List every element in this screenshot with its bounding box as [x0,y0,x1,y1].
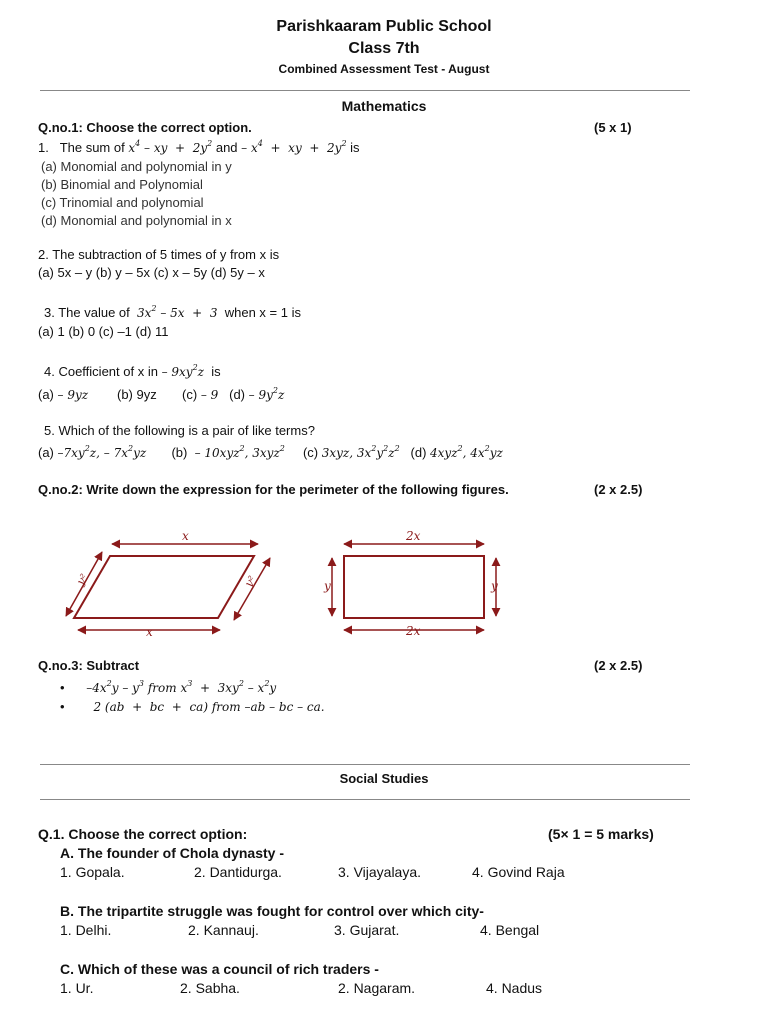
math-q1-item4-options: (a) – 9yz (b) 9yz (c) – 9 $(d) - 9y^2z$ [38,386,285,402]
social-q1-marks: (5× 1 = 5 marks) [548,826,654,842]
divider [40,799,690,800]
social-q1-B-option: 1. Delhi. [60,922,112,938]
social-q1-B-option: 4. Bengal [480,922,540,938]
social-q1-A-option: 2. Dantidurga. [194,864,282,880]
social-q1-B-option: 2. Kannauj. [188,922,259,938]
test-title: Combined Assessment Test - August [278,62,490,76]
math-q3-marks: (2 x 2.5) [594,658,643,673]
label-y2-right: y² [242,573,259,590]
social-q1-C-stem: C. Which of these was a council of rich traders - [60,961,379,977]
math-q2-marks: (2 x 2.5) [594,482,643,497]
social-section-title: Social Studies [339,771,429,786]
divider [40,764,690,765]
social-q1-A-option: 3. Vijayalaya. [338,864,422,880]
math-q1-title: Q.no.1: Choose the correct option. [38,120,252,135]
math-q3-bullet-1: • $-4x^2y - y^3$ from $x^3 + 3xy^2 - x^2y$ [60,679,277,695]
perimeter-figures [38,500,528,655]
math-q2-title: Q.no.2: Write down the expression for the perimeter of the following figures. [38,482,509,497]
social-q1-B-option: 3. Gujarat. [334,922,400,938]
math-q3-bullet-2: • 2 (ab + bc + ca) from –ab – bc – ca. [60,699,325,714]
social-q1-C-option: 4. Nadus [486,980,543,996]
parallelogram-figure [66,544,270,630]
math-q1-item3-stem: 3. The value of $3x^2 - 5x + 3$ when x = 1 is [44,304,301,320]
social-q1-title: Q.1. Choose the correct option: [38,826,248,842]
social-q1-B-stem: B. The tripartite struggle was fought for control over which city- [60,903,484,919]
label-x-bottom: x [146,625,153,639]
social-q1-A-stem: A. The founder of Chola dynasty - [60,845,285,861]
class-title: Class 7th [348,40,420,57]
math-q1-item1-stem: 1. The sum of $x^4$ – xy + $2y^2$ and – $x^4$ + xy + $2y^2$ is [38,139,360,155]
label-y-right: y [491,579,498,593]
math-q1-marks: (5 x 1) [594,120,632,135]
divider [40,90,690,91]
math-q1-item1-option: (c) Trinomial and polynomial [41,195,204,210]
math-q1-item1-option: (b) Binomial and Polynomial [41,177,203,192]
social-q1-A-option: 1. Gopala. [60,864,125,880]
label-y2-left: y² [74,571,91,588]
math-q1-item1-option: (a) Monomial and polynomial in y [41,159,232,174]
math-q1-item3-options: (a) 1 (b) 0 (c) –1 (d) 11 [38,324,169,339]
math-q1-item2-options: (a) 5x – y (b) y – 5x (c) x – 5y (d) 5y – x [38,265,265,280]
math-q1-item1-option: (d) Monomial and polynomial in x [41,213,232,228]
social-q1-C-option: 2. Nagaram. [338,980,416,996]
label-x-top: x [182,529,189,543]
social-q1-A-option: 4. Govind Raja [472,864,565,880]
math-q1-item2-stem: 2. The subtraction of 5 times of y from x is [38,247,280,262]
label-y-left: y [324,579,331,593]
rectangle-figure [332,544,496,630]
label-2x-top: 2x [406,529,421,543]
math-section-title: Mathematics [341,98,427,114]
math-q1-item5-options: (a) $-7xy^2z$, – $7x^2yz$ (b) – 10xyz$^2$, 3xyz$^2$ (c) 3xyz, $3x^2y^2z^2$ (d) 4xyz$^2$, $4x^2yz$ [38,444,503,460]
label-2x-bottom: 2x [406,624,421,638]
social-q1-C-option: 1. Ur. [60,980,94,996]
social-q1-C-option: 2. Sabha. [180,980,240,996]
math-q1-item5-stem: 5. Which of the following is a pair of like terms? [44,423,315,438]
math-q3-title: Q.no.3: Subtract [38,658,140,673]
math-q1-item4-stem: 4. Coefficient of x in – $9xy^2z$ is [44,363,221,379]
school-name: Parishkaaram Public School [276,18,492,35]
